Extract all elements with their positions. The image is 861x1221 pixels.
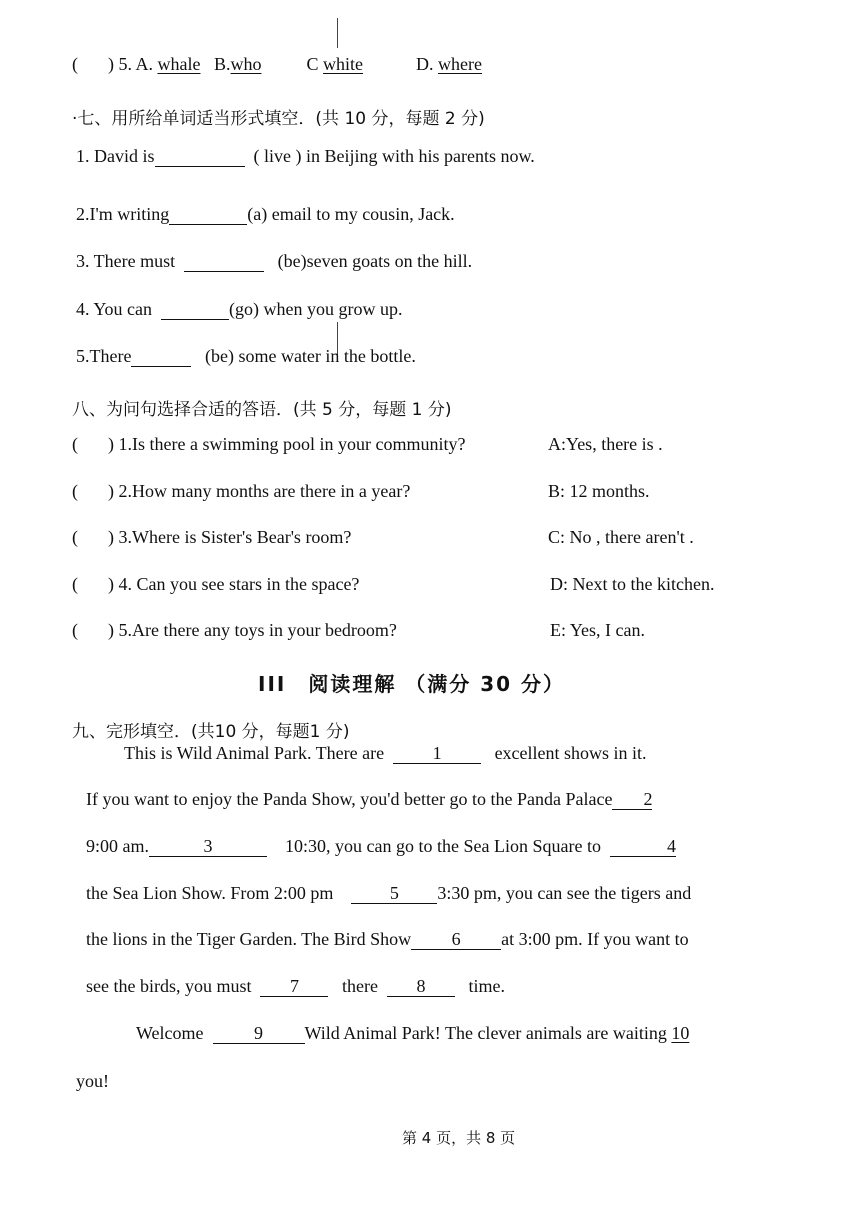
passage-line-8: you!	[76, 1071, 109, 1091]
passage-line-6: see the birds, you must 7 there 8 time.	[86, 976, 505, 996]
passage-line-5: the lions in the Tiger Garden. The Bird Show 6 at 3:00 pm. If you want to	[86, 929, 689, 949]
sec8-question-5: ( ) 5.Are there any toys in your bedroom?	[72, 620, 397, 640]
blank	[184, 252, 264, 272]
page-footer: 第 4 页，共 8 页	[402, 1129, 516, 1147]
sec7-item-3: 3. There must (be)seven goats on the hill.	[76, 251, 473, 271]
sec8-question-2: ( ) 2.How many months are there in a year?	[72, 481, 411, 501]
blank-4: 4	[610, 837, 676, 857]
sec7-item-5: 5.There (be) some water in the bottle.	[76, 346, 416, 366]
blank-8: 8	[387, 977, 455, 997]
blank-5: 5	[351, 884, 437, 904]
sec7-item-2: 2.I'm writing (a) email to my cousin, Jack.	[76, 204, 455, 224]
blank-1: 1	[393, 744, 481, 764]
passage-line-1: This is Wild Animal Park. There are 1 excellent shows in it.	[124, 743, 647, 763]
blank	[169, 205, 247, 225]
blank-3: 3	[149, 837, 267, 857]
passage-line-3: 9:00 am. 3 10:30, you can go to the Sea Lion Square to 4	[86, 836, 676, 856]
sec8-answer-d: D: Next to the kitchen.	[550, 574, 715, 594]
sec8-question-3: ( ) 3.Where is Sister's Bear's room?	[72, 527, 352, 547]
blank	[161, 300, 229, 320]
passage-line-4: the Sea Lion Show. From 2:00 pm 5 3:30 pm, you can see the tigers and	[86, 883, 692, 903]
blank-9: 9	[213, 1024, 305, 1044]
sec8-answer-c: C: No , there aren't .	[548, 527, 694, 547]
blank-6: 6	[411, 930, 501, 950]
scan-mark	[337, 18, 338, 48]
part-3-title: III 阅读理解 （满分 30 分）	[258, 672, 566, 696]
sec7-item-1: 1. David is ( live ) in Beijing with his parents now.	[76, 146, 535, 166]
blank-2: 2	[612, 790, 652, 810]
passage-line-7: Welcome 9 Wild Animal Park! The clever animals are waiting 10	[136, 1023, 690, 1043]
sec8-question-1: ( ) 1.Is there a swimming pool in your community?	[72, 434, 466, 454]
sec8-question-4: ( ) 4. Can you see stars in the space?	[72, 574, 360, 594]
passage-line-2: If you want to enjoy the Panda Show, you'd better go to the Panda Palace 2	[86, 789, 653, 809]
blank-7: 7	[260, 977, 328, 997]
section-8-title: 八、为问句选择合适的答语．(共 5 分，每题 1 分)	[72, 400, 452, 420]
sec7-item-4: 4. You can (go) when you grow up.	[76, 299, 403, 319]
q6-item-5: ( ) 5. A. whale B.who C white D. where	[72, 54, 483, 74]
sec8-answer-b: B: 12 months.	[548, 481, 650, 501]
sec8-answer-e: E: Yes, I can.	[550, 620, 645, 640]
sec8-answer-a: A:Yes, there is .	[548, 434, 663, 454]
section-9-title: 九、完形填空．(共10 分，每题1 分)	[72, 722, 350, 742]
blank	[155, 147, 245, 167]
blank-10: 10	[671, 1023, 690, 1043]
blank	[131, 347, 191, 367]
section-7-title: ·七、用所给单词适当形式填空．(共 10 分，每题 2 分)	[72, 109, 485, 129]
